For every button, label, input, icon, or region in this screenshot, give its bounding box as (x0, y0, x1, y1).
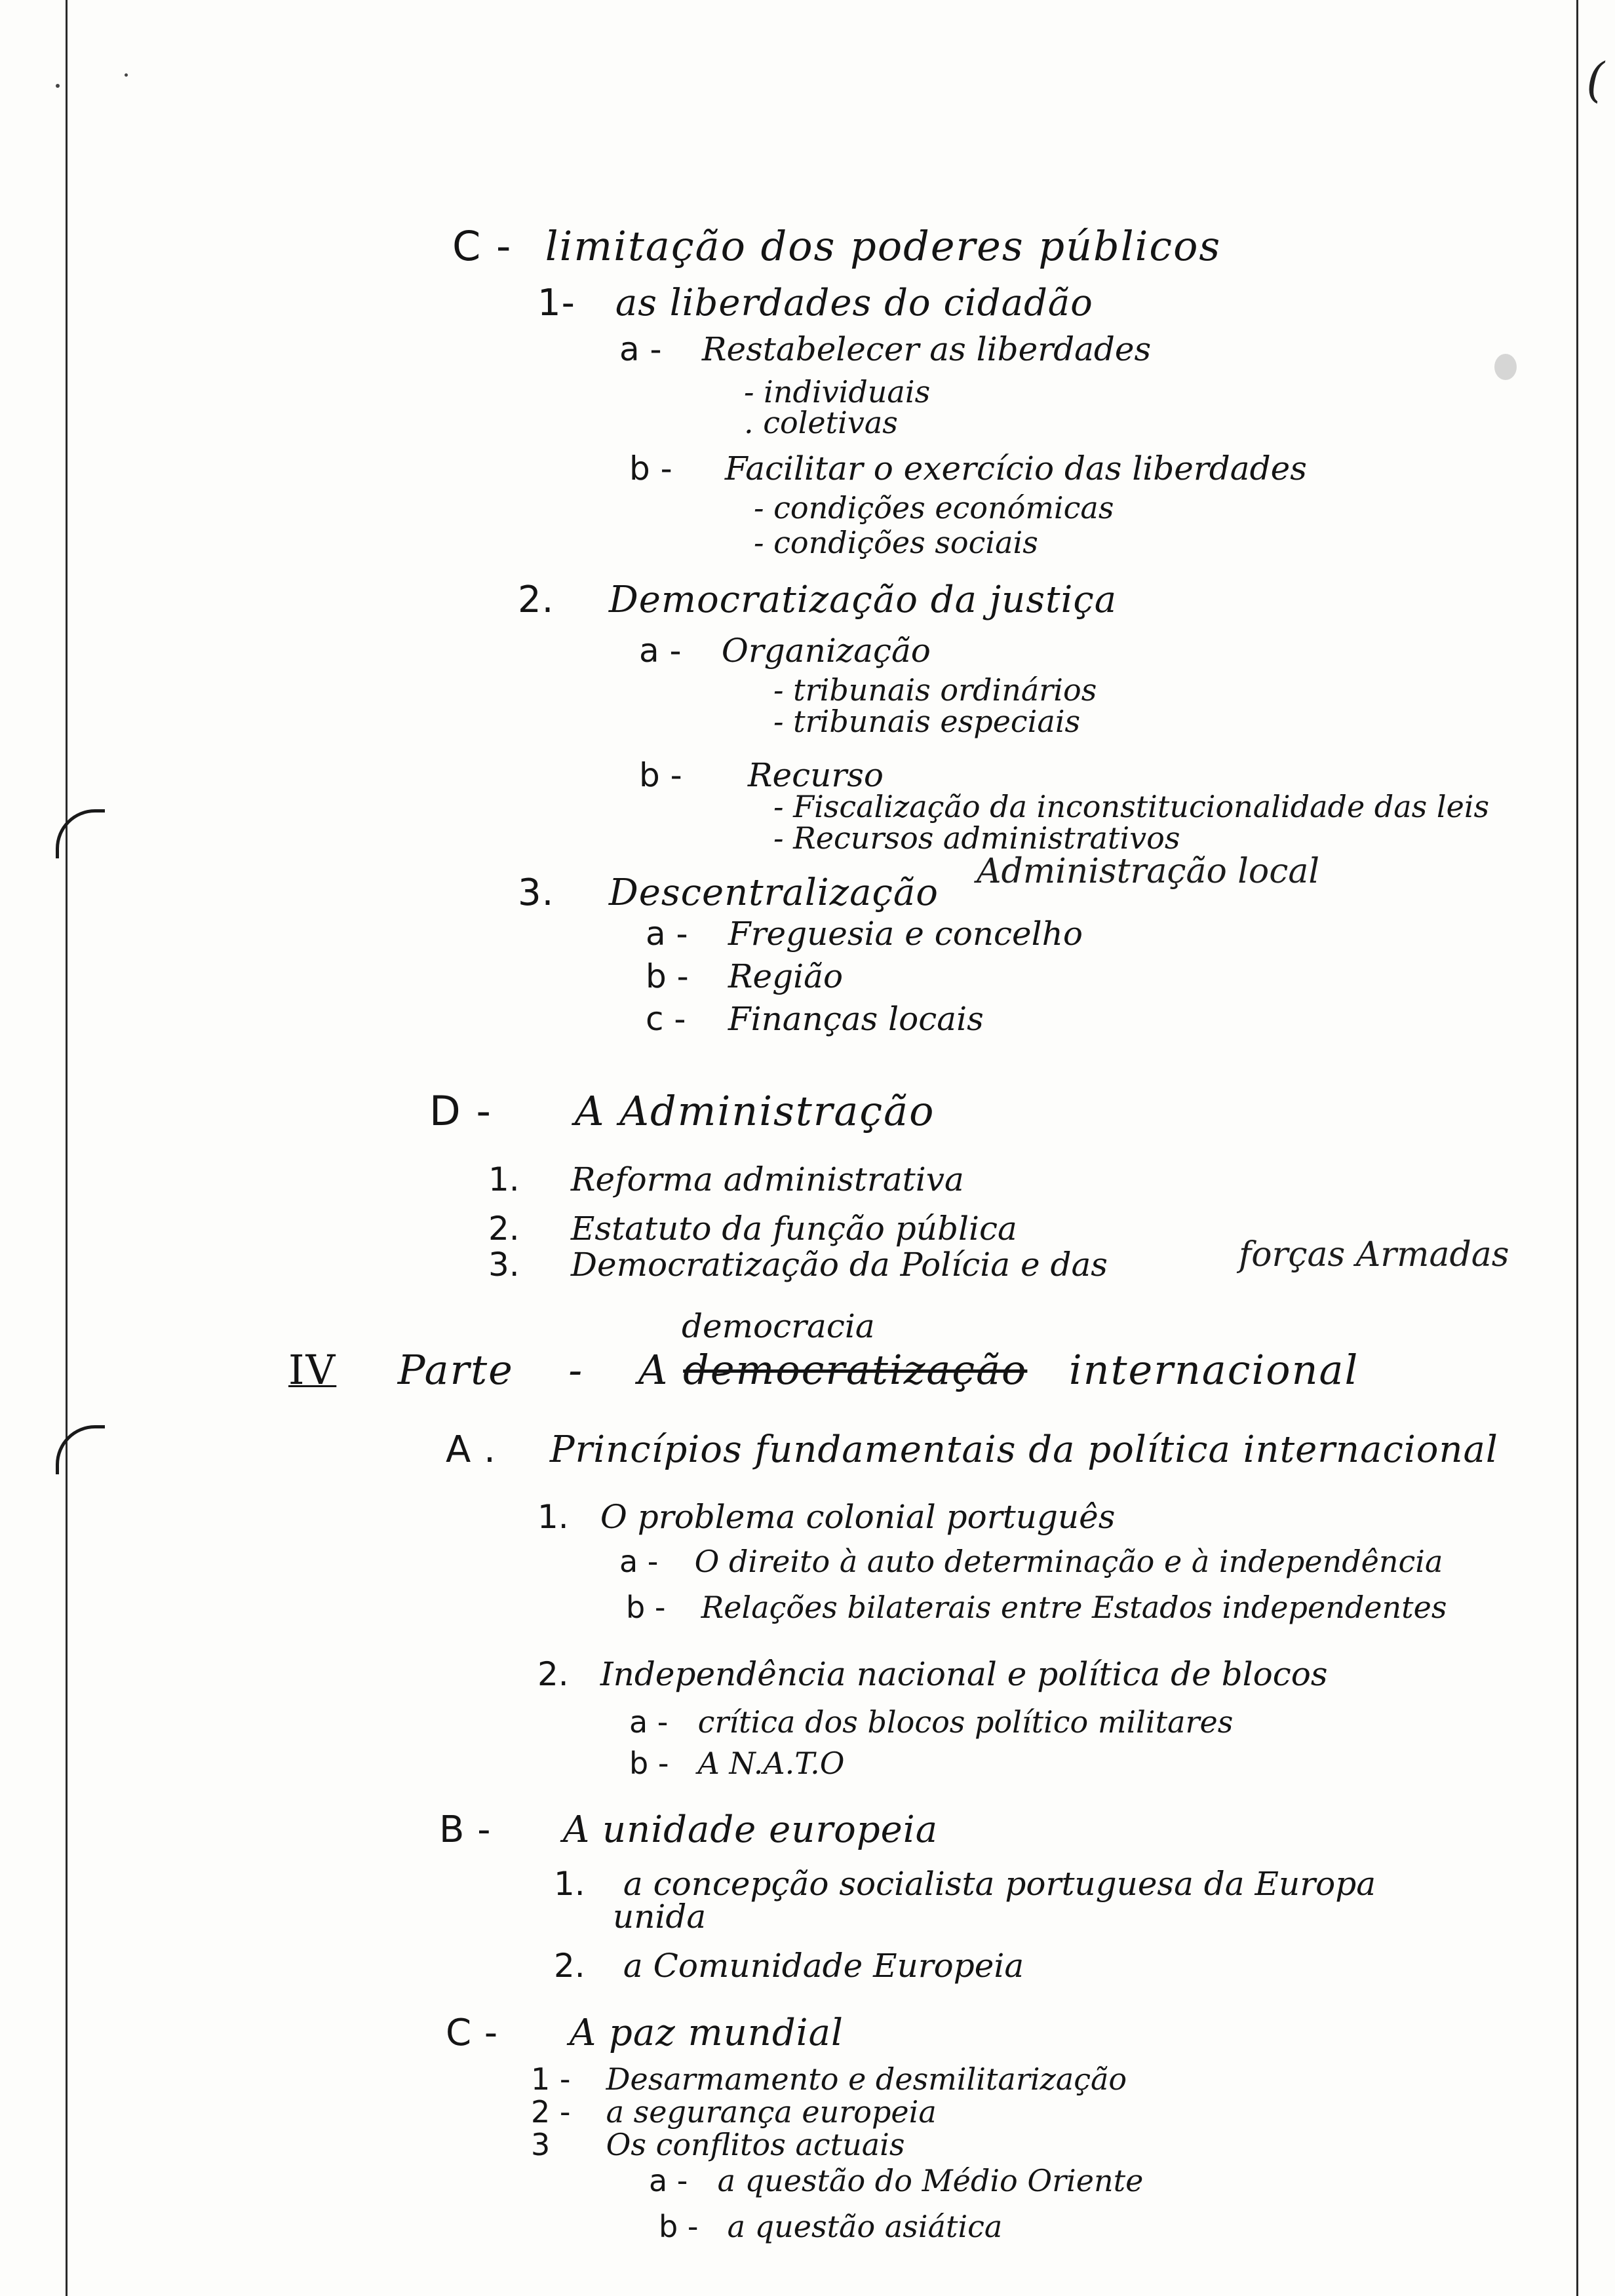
section-c-marker: C - (452, 222, 513, 270)
item-title: A unidade europeia (562, 1808, 939, 1851)
item-title: Independência nacional e política de blocos (600, 1655, 1328, 1693)
item-title: a segurança europeia (606, 2094, 937, 2130)
item-marker: 2. (488, 1210, 520, 1248)
section-c-2-a (639, 632, 931, 670)
scan-speck (56, 84, 60, 88)
scan-speck (125, 73, 128, 77)
item-title: crítica dos blocos político militares (697, 1704, 1234, 1740)
part-iv-numeral: IV (288, 1346, 337, 1394)
part-iv-c-heading (446, 2012, 844, 2054)
item-marker: 3 (531, 2127, 551, 2162)
part-rest: internacional (1068, 1346, 1359, 1394)
list-item: - tribunais especiais (773, 704, 1081, 739)
part-iv-a-2-b (629, 1746, 845, 1781)
section-c-item-3 (518, 871, 939, 914)
part-iv-a-1-b (626, 1590, 1447, 1625)
struck-word: democratização (683, 1346, 1028, 1394)
section-c-1-a (619, 330, 1152, 368)
item-title: Os conflitos actuais (606, 2127, 905, 2162)
inserted-word: democracia (682, 1307, 875, 1345)
item-marker: 2 - (531, 2094, 571, 2130)
item-title: Recurso (747, 756, 884, 794)
item-title: O direito à auto determinação e à independência (694, 1544, 1443, 1579)
section-c-1-b (629, 450, 1307, 488)
part-iv-b-1-continuation: unida (613, 1898, 707, 1936)
list-item: - condições sociais (754, 525, 1038, 560)
section-c-3-b (646, 957, 844, 995)
item-title: a Comunidade Europeia (623, 1947, 1024, 1985)
list-item: - tribunais ordinários (773, 672, 1097, 708)
item-title: Reforma administrativa (570, 1160, 964, 1198)
item-marker: a - (619, 1544, 659, 1579)
item-title: A paz mundial (569, 2012, 844, 2054)
section-c-3-a (646, 915, 1083, 953)
item-marker: a - (629, 1704, 669, 1740)
item-title: a concepção socialista portuguesa da Europa (623, 1865, 1376, 1903)
item-marker: 2. (537, 1655, 569, 1693)
item-marker: b - (629, 450, 672, 488)
item-marker: a - (649, 2163, 688, 2198)
item-marker: b - (626, 1590, 666, 1625)
item-title: Princípios fundamentais da política internacional (549, 1428, 1498, 1471)
item-marker: a - (646, 915, 688, 953)
section-d-item-3 (488, 1246, 1108, 1284)
section-c-title: limitação dos poderes públicos (545, 222, 1222, 270)
part-iv-b-heading (439, 1808, 939, 1851)
part-iv-a-heading (446, 1428, 1498, 1471)
part-iv-a-1 (537, 1498, 1116, 1536)
item-title: Região (728, 957, 844, 995)
item-title: Relações bilaterais entre Estados independentes (701, 1590, 1447, 1625)
part-iv-b-2 (554, 1947, 1024, 1985)
item-title: Freguesia e concelho (728, 915, 1083, 953)
list-item: . coletivas (744, 405, 898, 440)
item-title: Restabelecer as liberdades (701, 330, 1152, 368)
part-article: A (638, 1346, 669, 1394)
part-iv-a-1-a (619, 1546, 1443, 1577)
list-item: - individuais (744, 374, 931, 410)
item-marker: b - (639, 756, 682, 794)
item-marker: a - (639, 632, 682, 670)
item-marker: 1. (554, 1865, 585, 1903)
left-margin-rule (66, 0, 68, 2296)
item-marker: 2. (554, 1947, 585, 1985)
item-title: Organização (721, 632, 931, 670)
section-d-heading (429, 1087, 935, 1135)
part-iv-a-2 (537, 1655, 1328, 1693)
punch-hole-mark-lower (56, 1425, 105, 1474)
part-iv-c-2 (531, 2094, 937, 2130)
item-marker: 3. (518, 871, 555, 914)
item-marker: b - (629, 1746, 669, 1781)
item-title: Estatuto da função pública (570, 1210, 1017, 1248)
section-d-marker: D - (429, 1087, 492, 1135)
section-d-item-1 (488, 1160, 964, 1198)
item-title: as liberdades do cidadão (615, 282, 1093, 324)
scan-smudge (1494, 354, 1517, 380)
part-iv-c-1 (531, 2061, 1127, 2097)
item-marker: b - (659, 2209, 699, 2244)
section-c-item-1 (537, 282, 1093, 324)
item-marker: 3. (488, 1246, 520, 1284)
item-title: a questão asiática (727, 2209, 1003, 2244)
section-d-item-2 (488, 1210, 1017, 1248)
part-iv-c-3-a (649, 2163, 1144, 2198)
right-margin-rule (1576, 0, 1578, 2296)
section-c-3-c (646, 1000, 984, 1038)
item-title: Democratização da Polícia e das (570, 1246, 1108, 1284)
handwritten-continuation: forças Armadas (1239, 1235, 1509, 1274)
item-marker: 1. (537, 1498, 569, 1536)
part-iv-a-2-a (629, 1704, 1234, 1740)
part-iv-heading (288, 1346, 1359, 1394)
part-iv-c-3 (531, 2127, 905, 2162)
part-word: Parte (397, 1346, 514, 1394)
page-number-mark: ( (1586, 52, 1605, 107)
section-d-title: A Administração (574, 1087, 935, 1135)
item-title: a questão do Médio Oriente (717, 2163, 1144, 2198)
list-item: - Fiscalização da inconstitucionalidade das leis (773, 789, 1490, 824)
item-marker: A . (446, 1428, 496, 1471)
list-item: - Recursos administrativos (773, 820, 1180, 856)
item-title: Democratização da justiça (608, 579, 1118, 621)
item-marker: 1- (537, 282, 575, 324)
section-c-heading (452, 222, 1222, 270)
item-marker: 1 - (531, 2061, 571, 2097)
handwritten-note: Administração local (977, 852, 1319, 891)
punch-hole-mark-upper (56, 809, 105, 858)
part-iv-c-3-b (659, 2211, 1002, 2242)
item-marker: 2. (518, 579, 555, 621)
item-title: Desarmamento e desmilitarização (606, 2061, 1127, 2097)
item-title: O problema colonial português (600, 1498, 1116, 1536)
item-marker: 1. (488, 1160, 520, 1198)
item-title: Descentralização (608, 871, 939, 914)
item-marker: B - (439, 1808, 492, 1851)
section-c-2-b (639, 756, 884, 794)
part-dash: - (568, 1346, 584, 1394)
item-title: Finanças locais (728, 1000, 984, 1038)
item-marker: C - (446, 2012, 499, 2054)
section-c-item-2 (518, 579, 1118, 621)
item-title: A N.A.T.O (697, 1746, 845, 1781)
item-marker: a - (619, 330, 662, 368)
item-title: Facilitar o exercício das liberdades (724, 450, 1307, 488)
list-item: - condições económicas (754, 490, 1114, 526)
item-marker: c - (646, 1000, 686, 1038)
item-marker: b - (646, 957, 689, 995)
part-iv-b-1 (554, 1865, 1376, 1903)
